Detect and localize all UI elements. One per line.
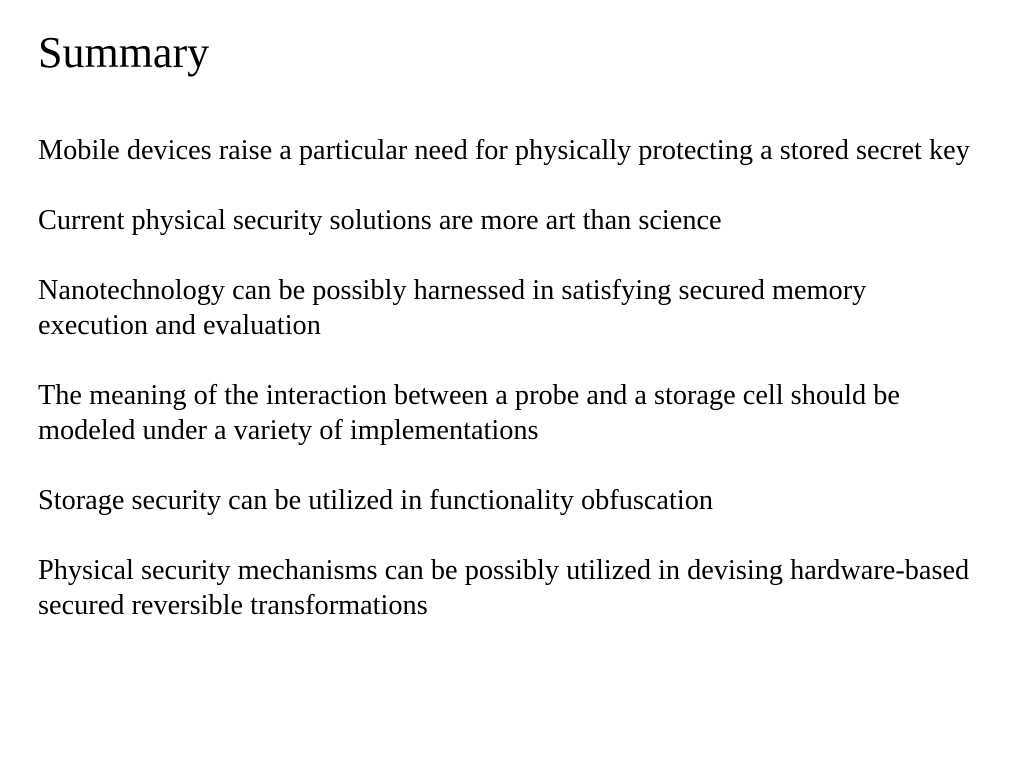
summary-points-list	[38, 133, 978, 658]
summary-point: Storage security can be utilized in functionality obfuscation	[38, 485, 713, 516]
summary-point: Nanotechnology can be possibly harnessed in satisfying secured memory execution and evaluation	[38, 275, 867, 341]
summary-point: Current physical security solutions are more art than science	[38, 205, 722, 236]
summary-point: Physical security mechanisms can be possibly utilized in devising hardware-based secured reversible transformations	[38, 555, 970, 621]
summary-point: The meaning of the interaction between a probe and a storage cell should be modeled under a variety of implementations	[38, 380, 900, 446]
summary-point: Mobile devices raise a particular need for physically protecting a stored secret key	[38, 135, 970, 166]
slide-title: Summary	[38, 28, 210, 77]
